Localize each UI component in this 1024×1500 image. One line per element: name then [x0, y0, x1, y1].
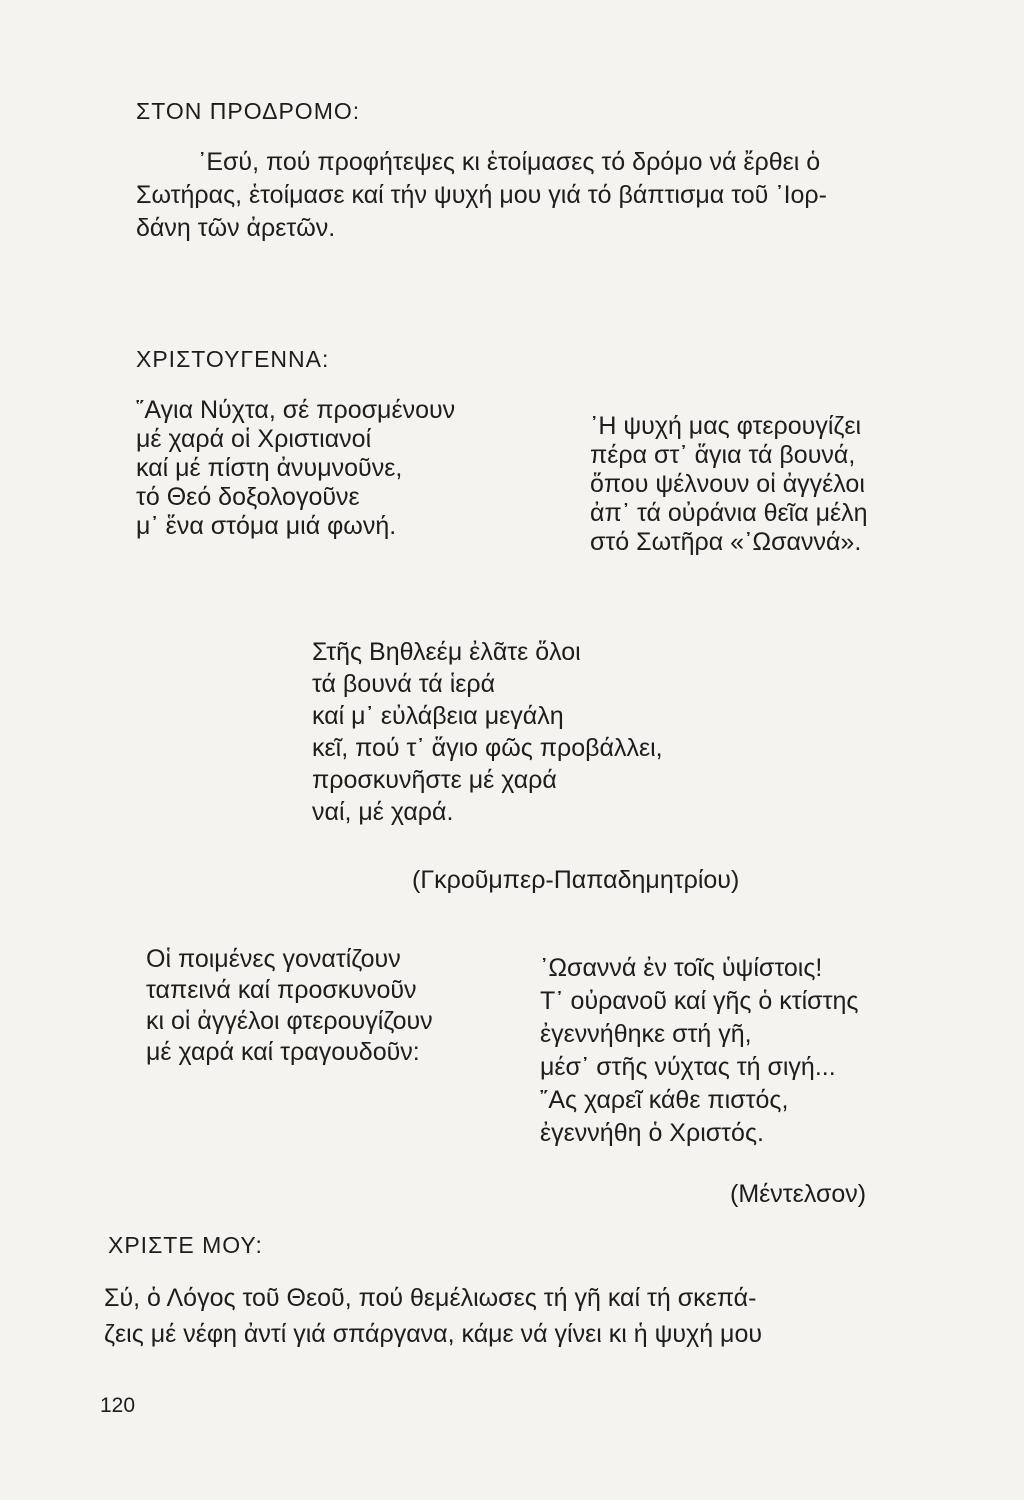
verse-line: ᾽Ωσαννά ἐν τοῖς ὑψίστοις! — [540, 954, 823, 982]
verse-line: ναί, μέ χαρά. — [312, 798, 454, 826]
verse-line: στό Σωτῆρα «᾽Ωσαννά». — [590, 528, 862, 556]
verse-line: τό Θεό δοξολογοῦνε — [136, 483, 360, 511]
stanza-center — [312, 636, 663, 828]
stanza-right-1 — [590, 412, 868, 557]
heading-christe-mou: ΧΡΙΣΤΕ ΜΟΥ: — [108, 1232, 263, 1258]
verse-line: ἀπ᾽ τά οὐράνια θεῖα μέλη — [590, 499, 868, 527]
prose-line: Σωτήρας, ἑτοίμασε καί τήν ψυχή μου γιά τό βάπτισμα τοῦ ᾽Ιορ- — [136, 181, 827, 209]
verse-line: ἐγεννήθηκε στή γῆ, — [540, 1020, 752, 1048]
verse-line: Τ᾽ οὐρανοῦ καί γῆς ὁ κτίστης — [540, 987, 859, 1015]
verse-line: καί μ᾽ εὐλάβεια μεγάλη — [312, 702, 564, 730]
prose-ston-prodromo — [136, 146, 976, 245]
prose-line: ᾽Εσύ, πού προφήτεψες κι ἑτοίμασες τό δρόμο νά ἔρθει ὁ — [198, 148, 821, 176]
heading-christougenna: ΧΡΙΣΤΟΥΓΕΝΝΑ: — [136, 346, 330, 372]
verse-line: προσκυνῆστε μέ χαρά — [312, 766, 557, 794]
attribution-mendelssohn: (Μέντελσον) — [730, 1180, 867, 1208]
heading-ston-prodromo: ΣΤΟΝ ΠΡΟΔΡΟΜΟ: — [136, 98, 361, 124]
prose-line: Σύ, ὁ Λόγος τοῦ Θεοῦ, πού θεμέλιωσες τή γῆ καί τή σκεπά- — [104, 1284, 757, 1312]
verse-line: τά βουνά τά ἱερά — [312, 670, 496, 698]
verse-line: μέ χαρά καί τραγουδοῦν: — [146, 1038, 420, 1066]
verse-line: καί μέ πίστη ἀνυμνοῦνε, — [136, 454, 403, 482]
verse-line: κι οἱ ἀγγέλοι φτερουγίζουν — [146, 1007, 433, 1035]
verse-line: ῞Αγια Νύχτα, σέ προσμένουν — [136, 396, 456, 424]
prose-line: δάνη τῶν ἀρετῶν. — [136, 214, 336, 242]
stanza-left-2 — [146, 944, 433, 1068]
verse-line: μέσ᾽ στῆς νύχτας τή σιγή... — [540, 1053, 836, 1081]
verse-line: ἐγεννήθη ὁ Χριστός. — [540, 1119, 764, 1147]
prose-line: ζεις μέ νέφη ἀντί γιά σπάργανα, κάμε νά γίνει κι ἡ ψυχή μου — [104, 1320, 763, 1348]
attribution-gruber: (Γκροῦμπερ-Παπαδημητρίου) — [412, 866, 740, 894]
verse-line: ὅπου ψέλνουν οἱ ἀγγέλοι — [590, 470, 865, 498]
prose-christe-mou — [104, 1280, 954, 1352]
stanza-right-2 — [540, 952, 858, 1150]
verse-line: Στῆς Βηθλεέμ ἐλᾶτε ὅλοι — [312, 638, 581, 666]
verse-line: ταπεινά καί προσκυνοῦν — [146, 976, 417, 1004]
verse-line: μ᾽ ἕνα στόμα μιά φωνή. — [136, 512, 397, 540]
verse-line: μέ χαρά οἱ Χριστιανοί — [136, 425, 372, 453]
verse-line: κεῖ, πού τ᾽ ἅγιο φῶς προβάλλει, — [312, 734, 663, 762]
stanza-left-1 — [136, 396, 455, 541]
page-number: 120 — [100, 1394, 136, 1417]
verse-line: ῎Ας χαρεῖ κάθε πιστός, — [540, 1086, 789, 1114]
verse-line: Οἱ ποιμένες γονατίζουν — [146, 945, 401, 973]
verse-line: πέρα στ᾽ ἅγια τά βουνά, — [590, 441, 856, 469]
verse-line: ᾽Η ψυχή μας φτερουγίζει — [590, 412, 862, 440]
